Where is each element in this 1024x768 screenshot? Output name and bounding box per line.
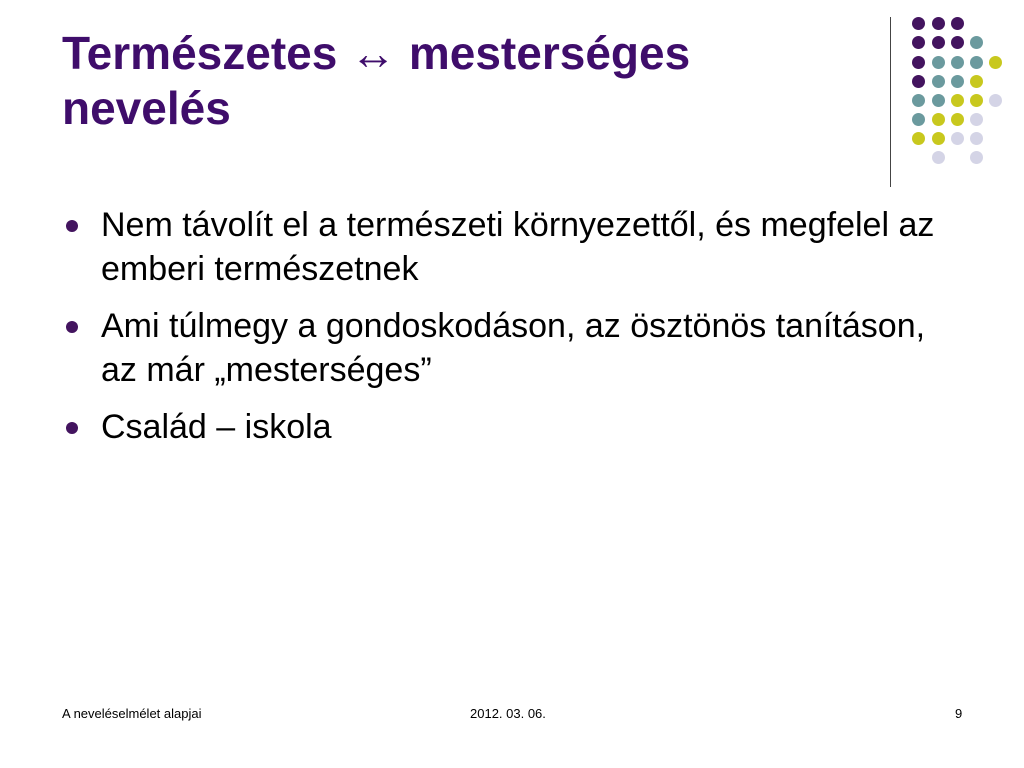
bullet-text: Család – iskola — [101, 408, 332, 446]
bullet-dot-icon — [66, 220, 78, 232]
bullet-item — [66, 304, 966, 392]
decor-dot — [932, 56, 945, 69]
decor-dot — [970, 36, 983, 49]
decor-dot — [951, 113, 964, 126]
bullet-text: Nem távolít el a természeti környezettől, és megfelel az emberi természetnek — [101, 206, 935, 288]
slide-title: Természetes ↔ mesterséges nevelés — [62, 27, 691, 134]
footer-course-title: A neveléselmélet alapjai — [62, 706, 202, 721]
decor-dot — [970, 132, 983, 145]
decor-dot — [989, 56, 1002, 69]
decor-dot — [912, 56, 925, 69]
decor-dot — [951, 132, 964, 145]
decor-dot — [932, 36, 945, 49]
decor-dot — [912, 36, 925, 49]
decor-dot — [932, 132, 945, 145]
decor-dot — [932, 17, 945, 30]
decor-dot — [951, 36, 964, 49]
decor-dot — [970, 113, 983, 126]
decor-dot — [951, 94, 964, 107]
decor-dot — [951, 56, 964, 69]
decor-dot — [912, 132, 925, 145]
decor-dot — [989, 94, 1002, 107]
decor-dot — [951, 17, 964, 30]
bullet-item — [66, 405, 966, 449]
bullet-text: Ami túlmegy a gondoskodáson, az ösztönös tanításon, az már „mesterséges” — [101, 307, 926, 389]
decor-dot — [912, 94, 925, 107]
decor-dot — [970, 75, 983, 88]
decor-dot — [970, 151, 983, 164]
decor-dot — [912, 75, 925, 88]
decor-dot — [932, 151, 945, 164]
bullet-dot-icon — [66, 422, 78, 434]
bullet-item — [66, 203, 966, 291]
bullet-list — [66, 203, 966, 462]
decor-dot — [932, 113, 945, 126]
decor-dot — [970, 56, 983, 69]
decor-dot — [970, 94, 983, 107]
decor-dot — [932, 94, 945, 107]
footer-date: 2012. 03. 06. — [470, 706, 546, 721]
decor-dot — [912, 17, 925, 30]
footer-page-number: 9 — [955, 706, 963, 721]
decor-dot — [951, 75, 964, 88]
decor-dot — [912, 113, 925, 126]
decorative-dot-grid — [0, 0, 1024, 200]
bullet-dot-icon — [66, 321, 78, 333]
decor-dot — [932, 75, 945, 88]
